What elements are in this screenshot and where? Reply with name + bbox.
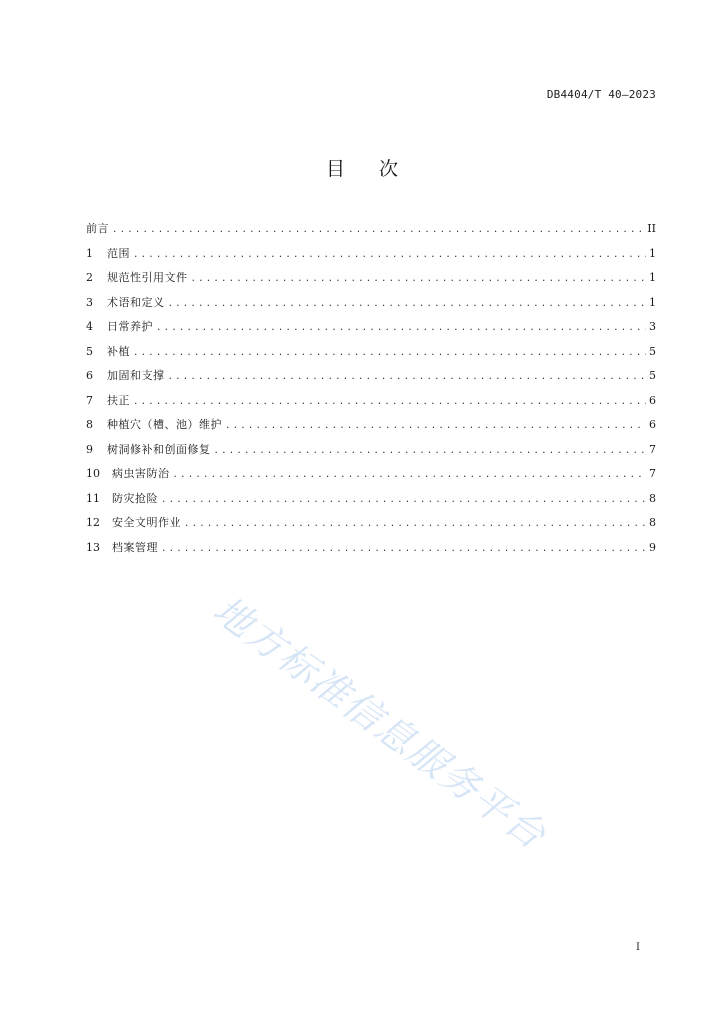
toc-entry-number: 6: [86, 369, 93, 382]
toc-entry-number: 3: [86, 295, 93, 309]
toc-leader-dots: [184, 512, 646, 536]
toc-entry-13[interactable]: [86, 536, 656, 561]
toc-entry-8[interactable]: [86, 413, 656, 438]
toc-leader-dots: [214, 439, 647, 463]
toc-leader-dots: [156, 316, 646, 340]
toc-entry-number: 7: [86, 393, 93, 407]
toc-entry-label: 范围: [107, 246, 130, 260]
toc-entry-label: 前言: [86, 222, 109, 235]
toc-leader-dots: [225, 414, 646, 438]
toc-entry-label: 日常养护: [107, 320, 153, 333]
toc-entry-12[interactable]: [86, 511, 656, 536]
toc-entry-7[interactable]: [86, 389, 656, 414]
toc-entry-1[interactable]: [86, 242, 656, 267]
toc-entry-page: II: [647, 222, 656, 235]
toc-leader-dots: [191, 267, 647, 291]
toc-entry-page: 5: [649, 369, 656, 382]
toc-leader-dots: [133, 341, 646, 365]
toc-entry-number: 11: [86, 491, 100, 505]
toc-entry-label: 术语和定义: [107, 295, 165, 309]
toc-entry-3[interactable]: [86, 291, 656, 316]
toc-entry-page: 1: [649, 246, 656, 260]
toc-entry-10[interactable]: [86, 462, 656, 487]
table-of-contents: [86, 217, 656, 560]
toc-entry-page: 6: [649, 418, 656, 431]
toc-entry-page: 9: [649, 540, 656, 554]
toc-entry-number: 4: [86, 320, 93, 333]
toc-entry-number: 9: [86, 442, 93, 456]
toc-entry-number: 2: [86, 271, 93, 284]
toc-entry-page: 1: [649, 295, 656, 309]
toc-entry-number: 5: [86, 344, 93, 358]
page-number: I: [636, 942, 640, 953]
toc-entry-11[interactable]: [86, 487, 656, 512]
toc-entry-number: 13: [86, 540, 100, 554]
document-code: DB4404/T 40—2023: [546, 88, 656, 101]
toc-entry-5[interactable]: [86, 340, 656, 365]
toc-entry-number: 1: [86, 246, 93, 260]
toc-entry-label: 安全文明作业: [112, 516, 181, 529]
watermark: 地方标准信息服务平台: [205, 587, 555, 859]
toc-leader-dots: [161, 537, 646, 561]
toc-entry-label: 种植穴（槽、池）维护: [107, 418, 222, 431]
toc-entry-page: 5: [649, 344, 656, 358]
toc-entry-page: 6: [649, 393, 656, 407]
toc-entry-label: 扶正: [107, 393, 130, 407]
toc-entry-label: 补植: [107, 344, 130, 358]
toc-entry-page: 8: [649, 516, 656, 529]
page-title: [0, 154, 724, 181]
toc-entry-4[interactable]: [86, 315, 656, 340]
toc-entry-6[interactable]: [86, 364, 656, 389]
toc-entry-page: 8: [649, 491, 656, 505]
toc-entry-9[interactable]: [86, 438, 656, 463]
toc-entry-label: 规范性引用文件: [107, 271, 188, 284]
toc-entry-label: 档案管理: [112, 540, 158, 554]
toc-leader-dots: [168, 292, 647, 316]
toc-leader-dots: [168, 365, 647, 389]
toc-entry-number: 10: [86, 467, 100, 480]
toc-leader-dots: [133, 243, 646, 267]
toc-entry-label: 加固和支撑: [107, 369, 165, 382]
page-title-char-1: 目: [325, 158, 345, 180]
toc-entry-label: 树洞修补和创面修复: [107, 442, 211, 456]
toc-leader-dots: [133, 390, 646, 414]
toc-entry-label: 防灾抢险: [112, 491, 158, 505]
toc-leader-dots: [173, 463, 647, 487]
toc-entry-number: 12: [86, 516, 100, 529]
toc-entry-page: 7: [649, 467, 656, 480]
toc-entry-number: 8: [86, 418, 93, 431]
page-title-char-2: 次: [379, 158, 399, 180]
toc-entry-2[interactable]: [86, 266, 656, 291]
toc-entry-page: 3: [649, 320, 656, 333]
toc-entry-label: 病虫害防治: [112, 467, 170, 480]
toc-entry-page: 1: [649, 271, 656, 284]
toc-leader-dots: [161, 488, 646, 512]
toc-entry-page: 7: [649, 442, 656, 456]
toc-leader-dots: [112, 218, 646, 242]
toc-entry-foreword[interactable]: [86, 217, 656, 242]
